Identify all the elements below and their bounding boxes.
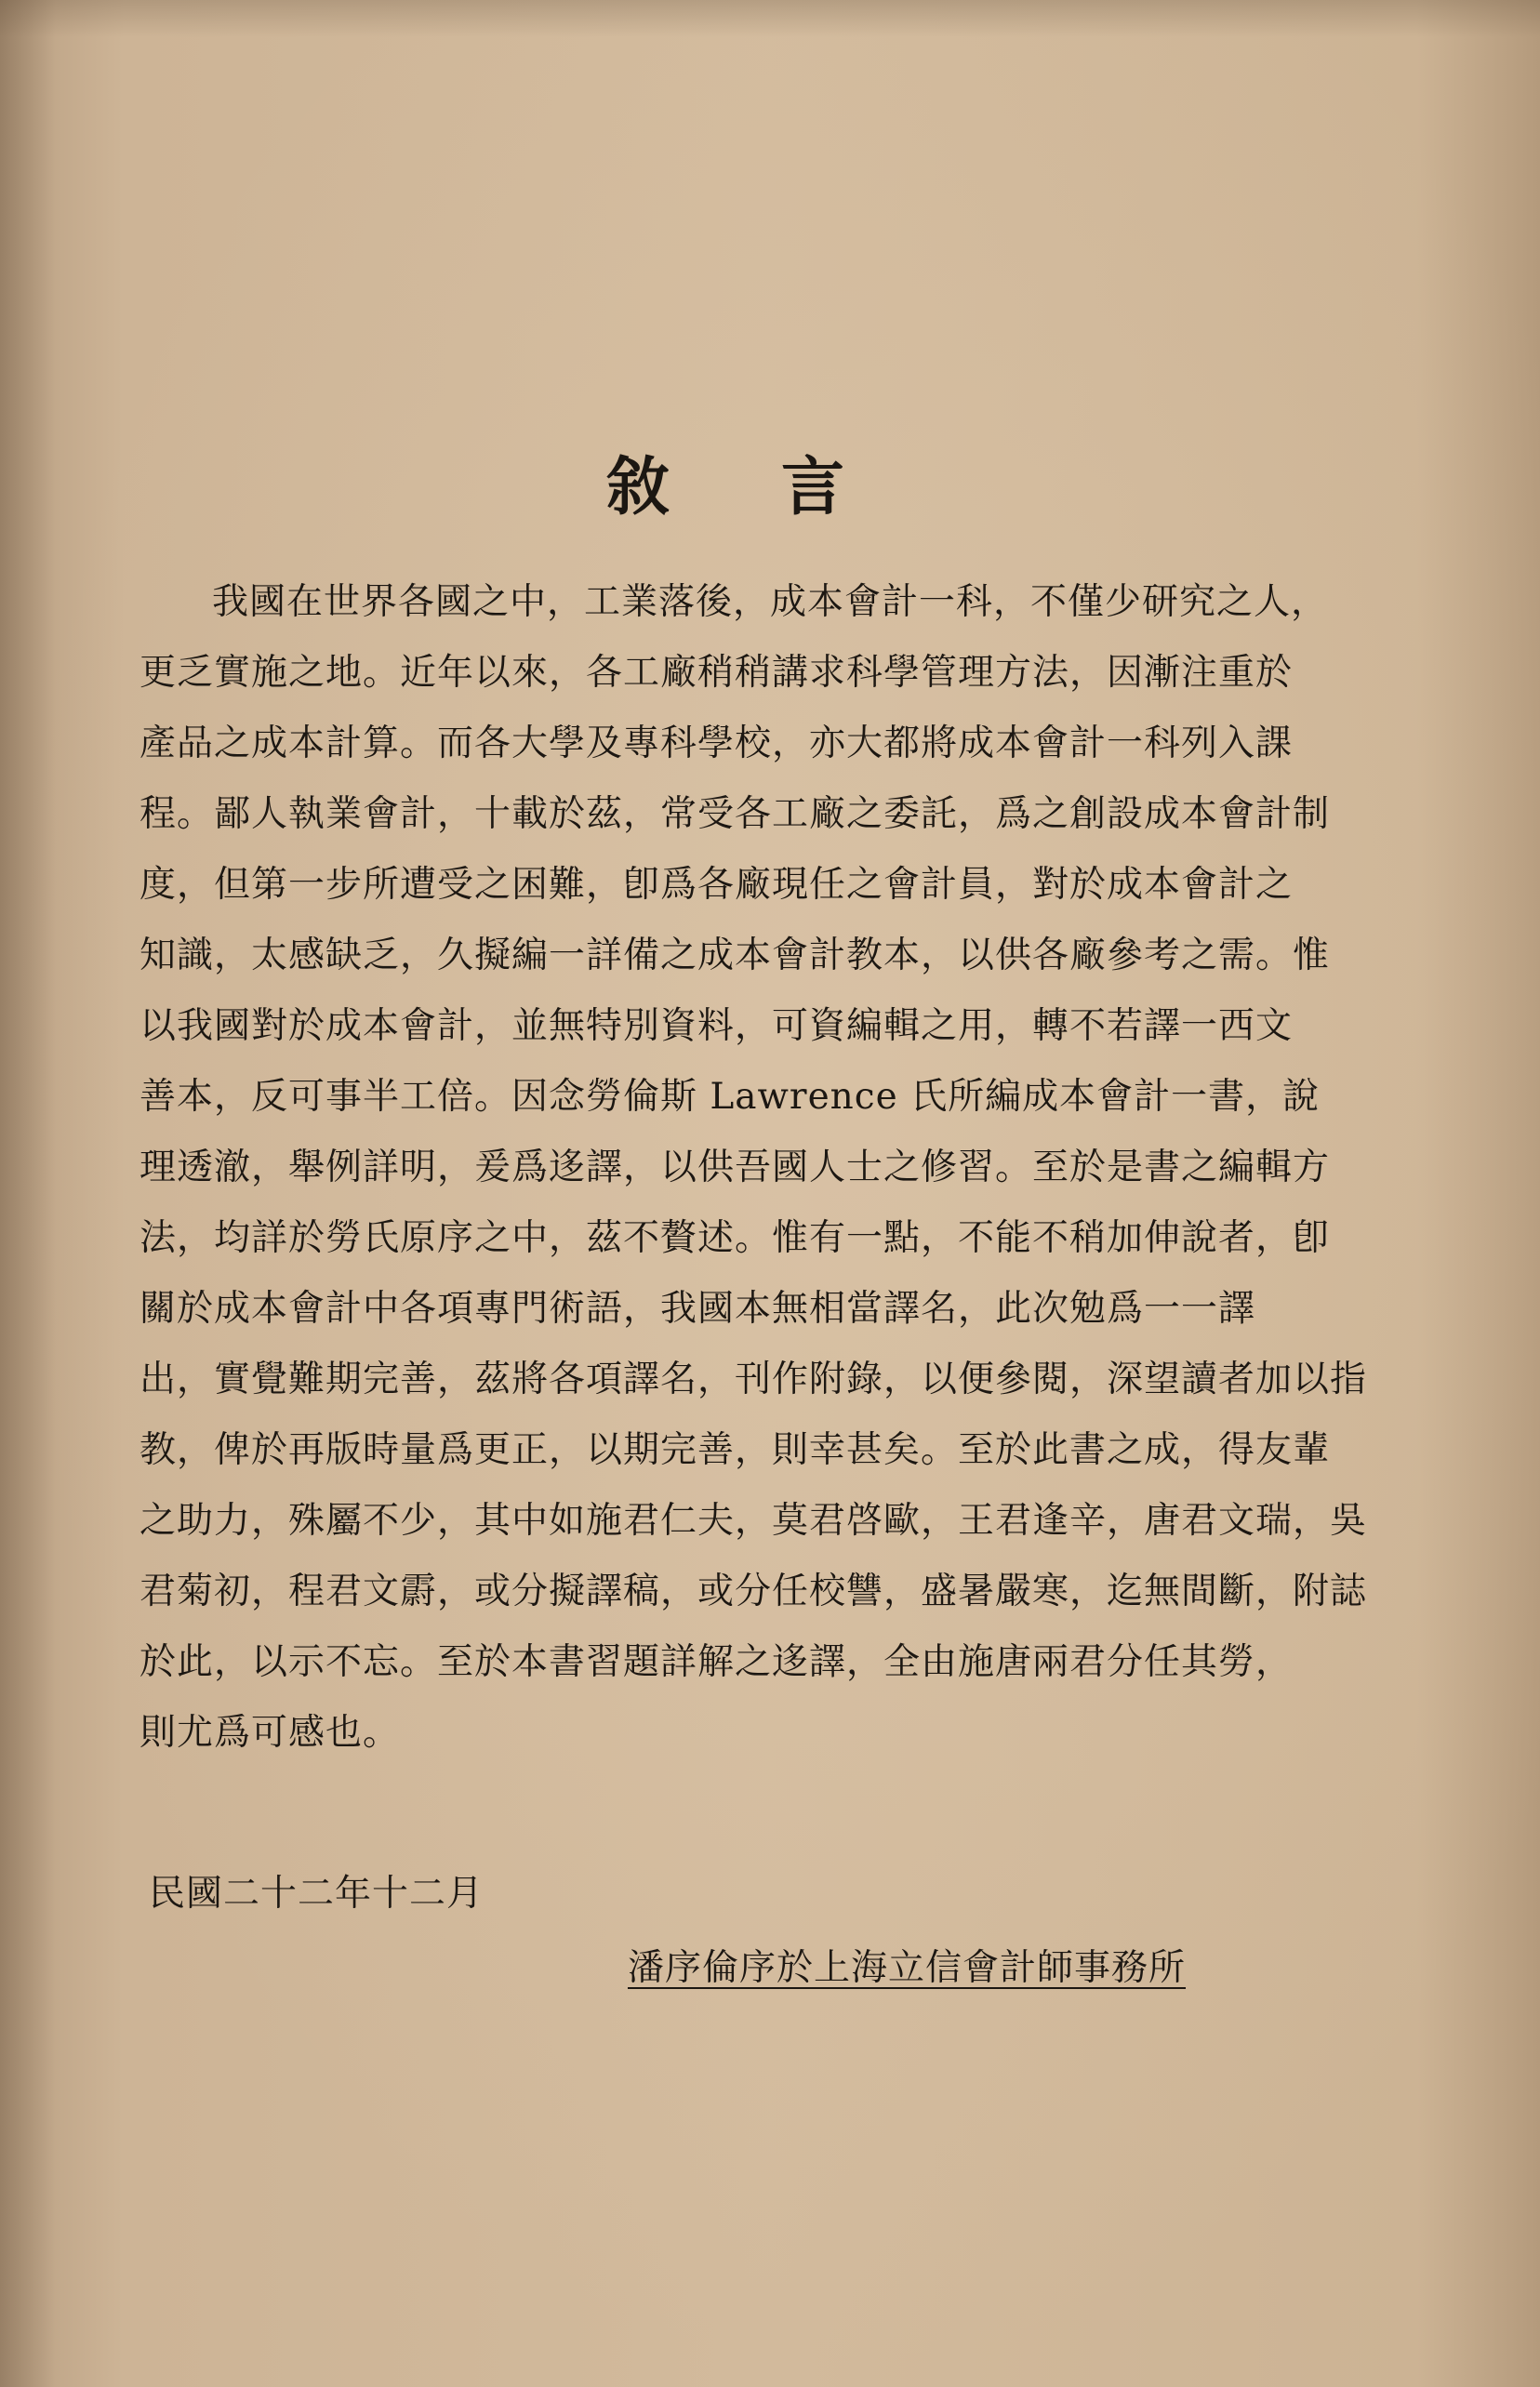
body-line: 知識，太感缺乏，久擬編一詳備之成本會計教本，以供各廠參考之需。惟 xyxy=(139,935,1331,976)
body-line: 程。鄙人執業會計，十載於茲，常受各工廠之委託，爲之創設成本會計制 xyxy=(139,793,1331,835)
body-line: 關於成本會計中各項專門術語，我國本無相當譯名，此次勉爲一一譯 xyxy=(139,1288,1256,1330)
body-line: 法，均詳於勞氏原序之中，茲不贅述。惟有一點，不能不稍加伸說者，卽 xyxy=(139,1217,1331,1259)
body-line: 之助力，殊屬不少，其中如施君仁夫，莫君啓歐，王君逢辛，唐君文瑞，吳 xyxy=(139,1500,1368,1542)
body-line: 產品之成本計算。而各大學及專科學校，亦大都將成本會計一科列入課 xyxy=(139,723,1294,764)
body-line: 度，但第一步所遭受之困難，卽爲各廠現任之會計員，對於成本會計之 xyxy=(139,864,1294,906)
body-line: 則尤爲可感也。 xyxy=(139,1712,401,1754)
body-line: 更乏實施之地。近年以來，各工廠稍稍講求科學管理方法，因漸注重於 xyxy=(139,652,1294,694)
preface-date: 民國二十二年十二月 xyxy=(149,1873,485,1915)
preface-signature: 潘序倫序於上海立信會計師事務所 xyxy=(628,1947,1187,1989)
page-edge-shadow xyxy=(0,0,56,2387)
body-line: 出，實覺難期完善，茲將各項譯名，刊作附錄，以便參閱，深望讀者加以指 xyxy=(139,1359,1368,1400)
body-line: 以我國對於成本會計，並無特別資料，可資編輯之用，轉不若譯一西文 xyxy=(139,1005,1294,1047)
body-line: 理透澈，舉例詳明，爰爲迻譯，以供吾國人士之修習。至於是書之編輯方 xyxy=(139,1147,1331,1188)
body-line: 君菊初，程君文霨，或分擬譯稿，或分任校讐，盛暑嚴寒，迄無間斷，附誌 xyxy=(139,1571,1368,1612)
preface-body xyxy=(139,567,1368,1769)
page-top-shadow xyxy=(0,0,1540,37)
body-line: 於此，以示不忘。至於本書習題詳解之迻譯，全由施唐兩君分任其勞， xyxy=(139,1641,1294,1683)
body-line: 教，俾於再版時量爲更正，以期完善，則幸甚矣。至於此書之成，得友輩 xyxy=(139,1429,1331,1471)
body-line: 善本，反可事半工倍。因念勞倫斯 Lawrence 氏所編成本會計一書，說 xyxy=(139,1076,1321,1118)
body-line: 我國在世界各國之中，工業落後，成本會計一科，不僅少研究之人， xyxy=(212,581,1329,623)
page-title: 敘言 xyxy=(605,450,956,524)
